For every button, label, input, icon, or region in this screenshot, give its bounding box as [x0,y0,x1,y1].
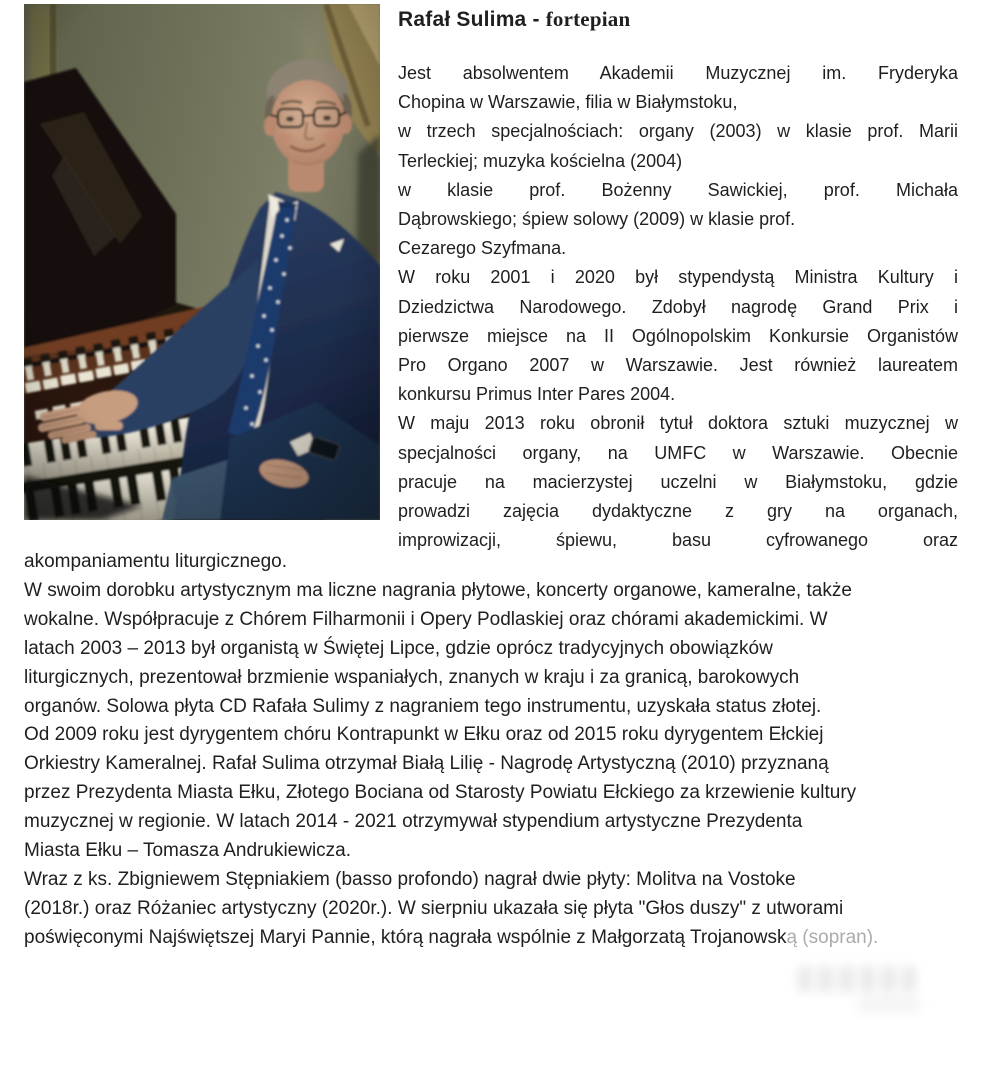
bio-line: specjalności organy, na UMFC w Warszawie. Obecnie [398,442,958,463]
bio-column [398,59,958,555]
bio-line: (2018r.) oraz Różaniec artystyczny (2020r.). W sierpniu ukazała się płyta "Głos duszy" z utworami [24,897,844,919]
bio-line: wokalne. Współpracuje z Chórem Filharmonii i Opery Podlaskiej oraz chórami akademickimi. W [24,608,828,630]
bio-line: muzycznej w regionie. W latach 2014 - 2021 otrzymywał stypendium artystyczne Prezydenta [24,811,803,833]
bio-line: Od 2009 roku jest dyrygentem chóru Kontrapunkt w Ełku oraz od 2015 roku dyrygentem Ełckiej [24,724,824,746]
bio-line: Terleckiej; muzyka kościelna (2004) [398,150,683,171]
bio-line: organów. Solowa płyta CD Rafała Sulimy z nagraniem tego instrumentu, uzyskała status złotej. [24,695,822,717]
bio-line: pierwsze miejsce na II Ogólnopolskim Konkursie Organistów [398,325,958,346]
bio-line: Dąbrowskiego; śpiew solowy (2009) w klasie prof. [398,209,796,230]
vignette [24,4,380,520]
bio-line: akompaniamentu liturgicznego. [24,551,287,572]
bio-line: konkursu Primus Inter Pares 2004. [398,384,676,405]
bio-line: Cezarego Szyfmana. [398,238,567,259]
bio-line: Wraz z ks. Zbigniewem Stępniakiem (basso profondo) nagrał dwie płyty: Molitva na Vostoke [24,868,796,890]
bio-last-line-faded: ą (sopran). [786,926,879,948]
bio-full-lines [24,548,958,924]
bio-line: liturgicznych, prezentował brzmienie wspaniałych, znanych w kraju i za granicą, barokowych [24,666,800,688]
bio-line: w klasie prof. Bożenny Sawickiej, prof. Michała [398,179,958,200]
bio-line: Miasta Ełku – Tomasza Andrukiewicza. [24,840,352,862]
bio-line: improwizacji, śpiewu, basu cyfrowanego oraz [398,530,958,551]
bio-full-width [24,548,958,953]
bio-last-line [24,924,958,953]
bio-line: w trzech specjalnościach: organy (2003) w klasie prof. Marii [398,121,958,142]
bio-line: Chopina w Warszawie, filia w Białymstoku, [398,92,738,113]
bio-line: pracuje na macierzystej uczelni w Białymstoku, gdzie [398,471,958,492]
bio-last-line-main: poświęconymi Najświętszej Maryi Pannie, którą nagrała wspólnie z Małgorzatą Trojanowsk [24,926,787,948]
bio-line: Dziedzictwa Narodowego. Zdobył nagrodę Grand Prix i [398,296,958,317]
portrait-photo [24,4,380,520]
bio-line: Orkiestry Kameralnej. Rafał Sulima otrzymał Białą Lilię - Nagrodę Artystyczną (2010) przyznaną [24,753,829,775]
bio-line: W roku 2001 i 2020 był stypendystą Ministra Kultury i [398,267,958,288]
bio-line: przez Prezydenta Miasta Ełku, Złotego Bociana od Starosty Powiatu Ełckiego za krzewienie kultury [24,782,857,804]
page-title [398,7,958,32]
scan-smudge [798,966,916,992]
bio-line: W maju 2013 roku obronił tytuł doktora sztuki muzycznej w [398,413,958,434]
title-name: Rafał Sulima - [398,8,546,31]
bio-line: W swoim dorobku artystycznym ma liczne nagrania płytowe, koncerty organowe, kameralne, także [24,579,852,601]
bio-line: latach 2003 – 2013 był organistą w Świętej Lipce, gdzie oprócz tradycyjnych obowiązków [24,637,773,659]
portrait-photo-illustration [24,4,380,520]
scan-smudge-small [858,998,920,1011]
bio-line: Pro Organo 2007 w Warszawie. Jest również laureatem [398,355,958,376]
bio-line: prowadzi zajęcia dydaktyczne z gry na organach, [398,501,958,522]
bio-line: Jest absolwentem Akademii Muzycznej im. Fryderyka [398,63,958,83]
title-instrument: fortepian [545,7,631,31]
